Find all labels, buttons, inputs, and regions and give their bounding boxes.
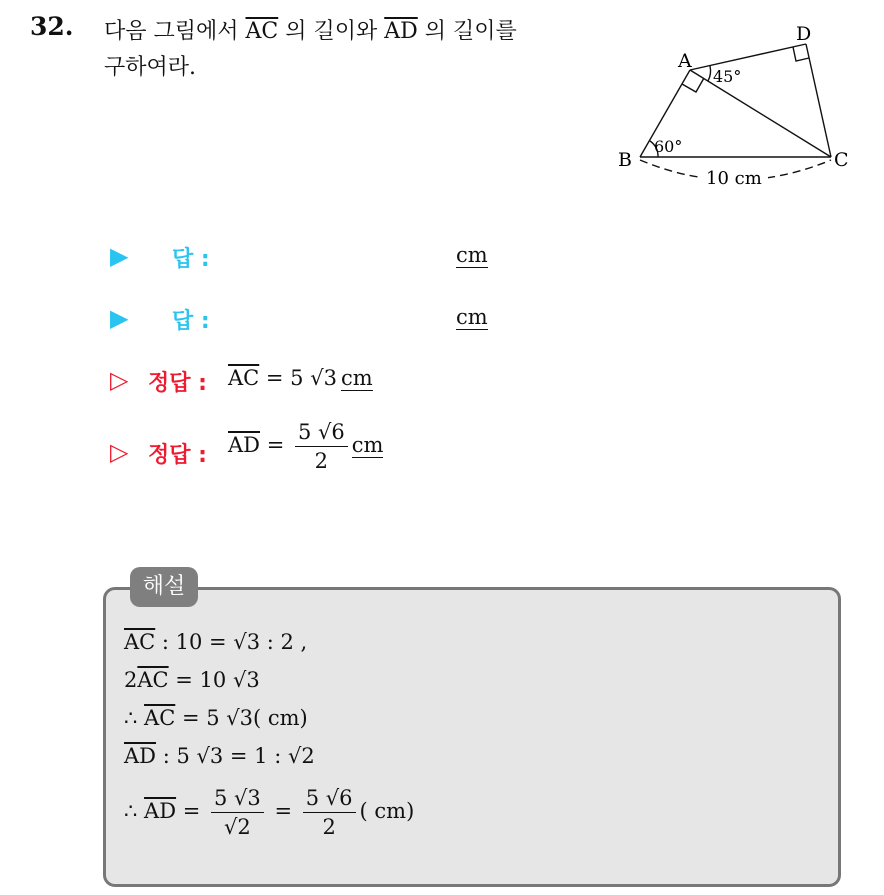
segment-ac: $\overline{AC}$ bbox=[144, 706, 176, 730]
label-d: D bbox=[796, 23, 812, 45]
fraction-denominator: √2 bbox=[224, 815, 251, 839]
therefore-symbol: ∴ bbox=[124, 706, 145, 730]
fraction-numerator: 5 √3 bbox=[211, 786, 264, 813]
solution-ac bbox=[228, 366, 373, 390]
fraction-numerator: 5 √6 bbox=[303, 786, 356, 813]
explanation-line-2 bbox=[124, 668, 260, 692]
explanation-text: = 10 √3 bbox=[168, 668, 260, 692]
question-text bbox=[104, 14, 604, 86]
explanation-line-3 bbox=[124, 706, 308, 730]
explanation-text: = 5 √3( cm) bbox=[175, 706, 308, 730]
angle-label-b: 60° bbox=[654, 137, 683, 156]
explanation-text: = bbox=[176, 799, 208, 823]
fraction bbox=[295, 420, 348, 473]
solution-label: 정답 : bbox=[148, 371, 207, 396]
fraction-denominator: 2 bbox=[314, 449, 329, 473]
fraction bbox=[303, 786, 356, 839]
question-number: 32. bbox=[30, 12, 74, 41]
answer-unit[interactable]: cm bbox=[456, 305, 488, 329]
explanation-text: ( cm) bbox=[359, 799, 415, 823]
segment-ad: $\overline{AD}$ bbox=[124, 744, 157, 768]
angle-arc-a bbox=[708, 66, 711, 81]
explanation-tag: 해설 bbox=[130, 567, 198, 607]
label-a: A bbox=[678, 50, 692, 72]
segment-ac-line bbox=[690, 70, 831, 157]
solution-ac-unit: cm bbox=[340, 366, 373, 390]
question-text-part: 의 길이와 bbox=[278, 19, 385, 44]
therefore-symbol: ∴ bbox=[124, 799, 145, 823]
explanation-line-1 bbox=[124, 630, 307, 654]
solution-ad-unit: cm bbox=[351, 433, 384, 457]
geometry-figure bbox=[610, 20, 860, 195]
angle-label-a: 45° bbox=[713, 67, 742, 86]
segment-ac: $\overline{AC}$ bbox=[228, 366, 260, 390]
segment-ac: $\overline{AC}$ bbox=[137, 668, 169, 692]
label-c: C bbox=[834, 149, 849, 171]
right-angle-mark-a bbox=[682, 78, 704, 92]
segment-ad-line bbox=[690, 44, 806, 70]
segment-ac: $\overline{AC}$ bbox=[124, 630, 156, 654]
solution-ad bbox=[228, 420, 383, 473]
segment-dc bbox=[806, 44, 831, 157]
question-text-part: 의 길이를 bbox=[417, 19, 517, 44]
explanation-text: 2 bbox=[124, 668, 138, 692]
explanation-line-4 bbox=[124, 744, 315, 768]
solution-arrow-icon: ▷ bbox=[110, 366, 129, 394]
solution-arrow-icon: ▷ bbox=[110, 438, 129, 466]
solution-ad-eq: = bbox=[260, 433, 291, 457]
answer-label: 답 : bbox=[172, 247, 210, 272]
question-text-part: 구하여라. bbox=[104, 55, 197, 80]
fraction-denominator: 2 bbox=[322, 815, 336, 839]
answer-unit[interactable]: cm bbox=[456, 243, 488, 267]
answer-arrow-icon: ▶ bbox=[110, 304, 129, 332]
answer-arrow-icon: ▶ bbox=[110, 242, 129, 270]
length-label-bc: 10 cm bbox=[706, 168, 762, 189]
explanation-text: : 5 √3 = 1 : √2 bbox=[156, 744, 315, 768]
segment-ad: $\overline{AD}$ bbox=[144, 799, 177, 823]
fraction bbox=[211, 786, 264, 839]
question-text-part: 다음 그림에서 bbox=[104, 19, 246, 44]
label-b: B bbox=[618, 149, 632, 171]
fraction-numerator: 5 √6 bbox=[295, 420, 348, 447]
answer-label: 답 : bbox=[172, 309, 210, 334]
explanation-text: : 10 = √3 : 2 , bbox=[155, 630, 308, 654]
explanation-text: = bbox=[267, 799, 299, 823]
segment-ac: $\overline{AC}$ bbox=[245, 19, 279, 44]
segment-ad: $\overline{AD}$ bbox=[228, 433, 261, 457]
solution-ac-eq: = 5 √3 bbox=[259, 366, 337, 390]
segment-ad: $\overline{AD}$ bbox=[384, 19, 418, 44]
explanation-line-5 bbox=[124, 786, 414, 839]
solution-label: 정답 : bbox=[148, 443, 207, 468]
